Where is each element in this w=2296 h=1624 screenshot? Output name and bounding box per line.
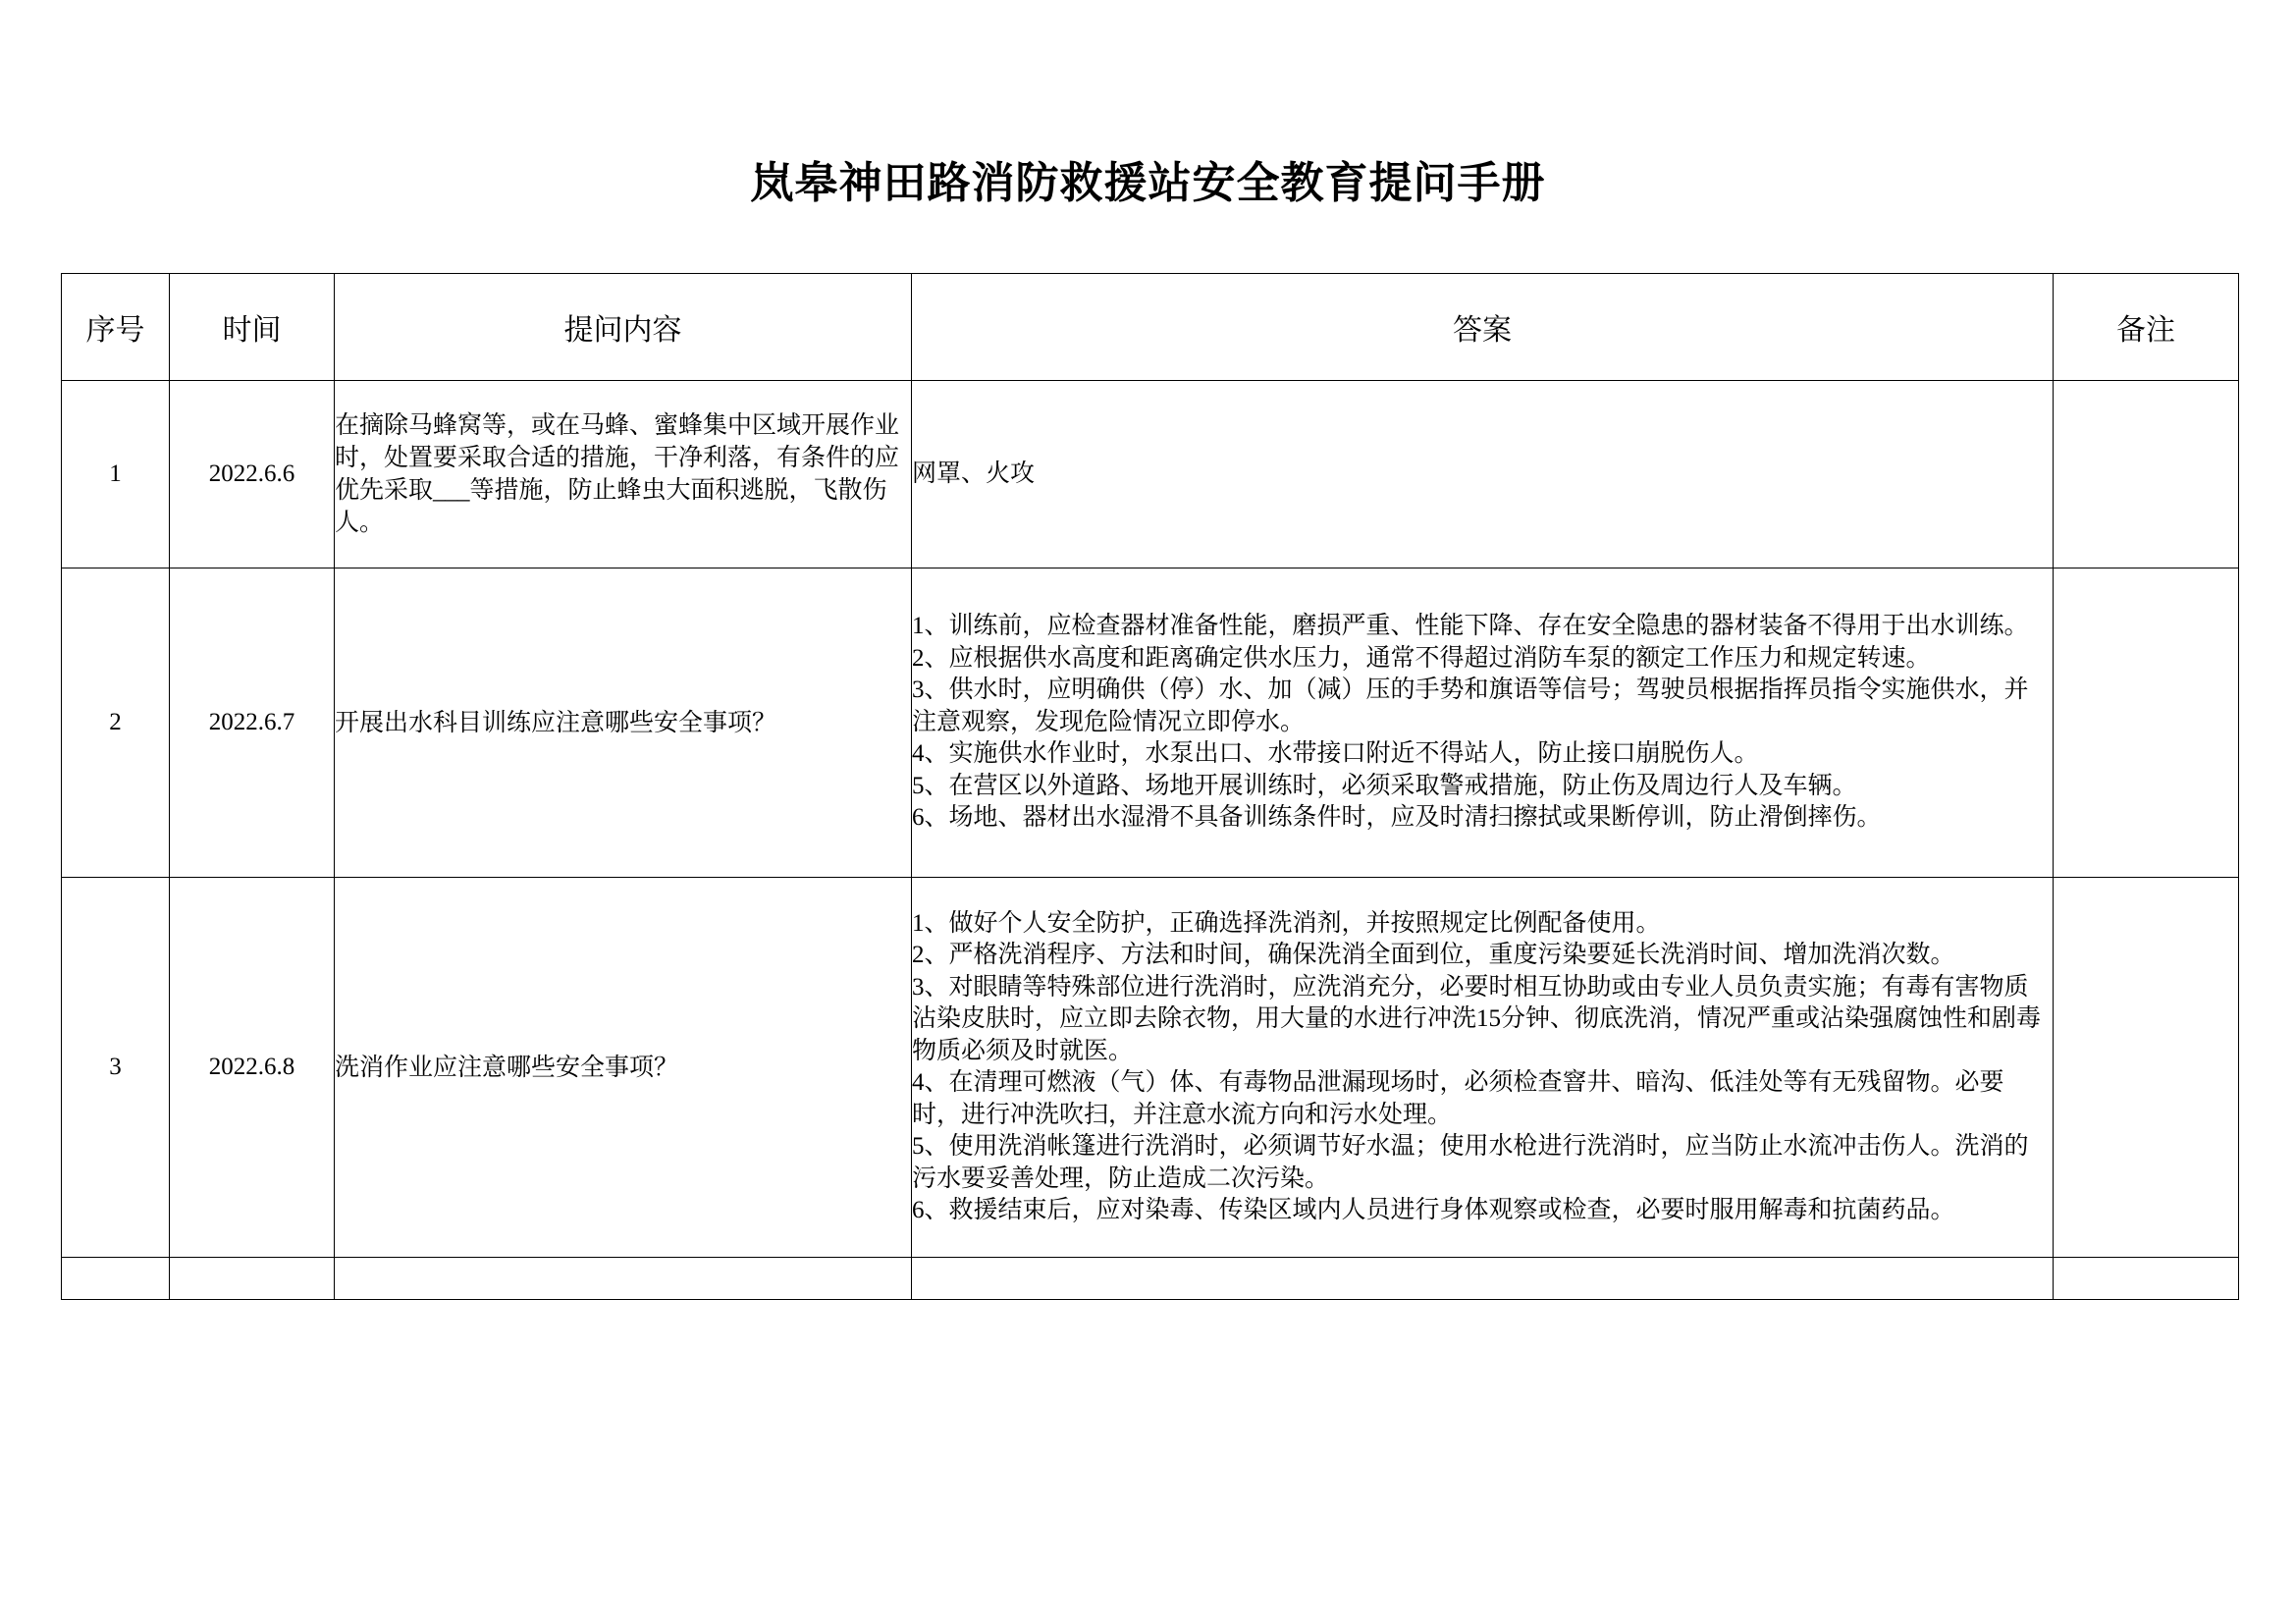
row-time: 2022.6.6 [170,381,335,568]
column-header-remark: 备注 [2054,274,2239,381]
spacer-cell-question [335,1258,912,1300]
answer-line: 6、救援结束后，应对染毒、传染区域内人员进行身体观察或检查，必要时服用解毒和抗菌药品。 [912,1197,1955,1223]
row-remark [2054,878,2239,1258]
answer-line: 网罩、火攻 [912,460,1036,487]
row-answer [912,878,2054,1258]
table-row [62,381,2239,568]
answer-line: 2、严格洗消程序、方法和时间，确保洗消全面到位，重度污染要延长洗消时间、增加洗消次数。 [912,942,1955,968]
column-header-time: 时间 [170,274,335,381]
row-question: 洗消作业应注意哪些安全事项？ [335,878,912,1258]
column-header-no: 序号 [62,274,170,381]
row-remark [2054,568,2239,878]
safety-education-table [61,273,2239,1300]
row-question: 开展出水科目训练应注意哪些安全事项？ [335,568,912,878]
table-header [62,274,2239,381]
answer-line: 5、在营区以外道路、场地开展训练时，必须采取警戒措施，防止伤及周边行人及车辆。 [912,772,1857,799]
spacer-cell-answer [912,1258,2054,1300]
column-header-answer: 答案 [912,274,2054,381]
answer-line: 3、供水时，应明确供（停）水、加（减）压的手势和旗语等信号；驾驶员根据指挥员指令实施供水，并注意观察，发现危险情况立即停水。 [912,677,2029,735]
row-question: 在摘除马蜂窝等，或在马蜂、蜜蜂集中区域开展作业时，处置要采取合适的措施，干净利落，有条件的应优先采取___等措施，防止蜂虫大面积逃脱，飞散伤人。 [335,381,912,568]
page-title: 岚皋神田路消防救援站安全教育提问手册 [750,159,1546,207]
table-row [62,568,2239,878]
row-answer [912,568,2054,878]
table-header-row [62,274,2239,381]
table-row-spacer [62,1258,2239,1300]
answer-line: 5、使用洗消帐篷进行洗消时，必须调节好水温；使用水枪进行洗消时，应当防止水流冲击伤人。洗消的污水要妥善处理，防止造成二次污染。 [912,1133,2029,1192]
answer-line: 4、实施供水作业时，水泵出口、水带接口附近不得站人，防止接口崩脱伤人。 [912,740,1759,768]
spacer-cell-no [62,1258,170,1300]
column-header-question: 提问内容 [335,274,912,381]
row-remark [2054,381,2239,568]
table-row [62,878,2239,1258]
answer-line: 3、对眼睛等特殊部位进行洗消时，应洗消充分，必要时相互协助或由专业人员负责实施；有毒有害物质沾染皮肤时，应立即去除衣物，用大量的水进行冲洗15分钟、彻底洗消，情况严重或沾染强腐蚀性和剧毒物质必须及时就医。 [912,973,2042,1064]
spacer-cell-time [170,1258,335,1300]
row-time: 2022.6.8 [170,878,335,1258]
answer-line: 2、应根据供水高度和距离确定供水压力，通常不得超过消防车泵的额定工作压力和规定转速。 [912,644,1931,672]
row-no: 2 [62,568,170,878]
spacer-cell-remark [2054,1258,2239,1300]
answer-line: 6、场地、器材出水湿滑不具备训练条件时，应及时清扫擦拭或果断停训，防止滑倒摔伤。 [912,804,1882,832]
table-body [62,381,2239,1300]
row-no: 3 [62,878,170,1258]
answer-line: 4、在清理可燃液（气）体、有毒物品泄漏现场时，必须检查窨井、暗沟、低洼处等有无残留物。必要时，进行冲洗吹扫，并注意水流方向和污水处理。 [912,1069,2004,1128]
row-no: 1 [62,381,170,568]
row-time: 2022.6.7 [170,568,335,878]
answer-line: 1、训练前，应检查器材准备性能，磨损严重、性能下降、存在安全隐患的器材装备不得用于出水训练。 [912,613,2029,640]
answer-line: 1、做好个人安全防护，正确选择洗消剂，并按照规定比例配备使用。 [912,909,1661,937]
row-answer [912,381,2054,568]
